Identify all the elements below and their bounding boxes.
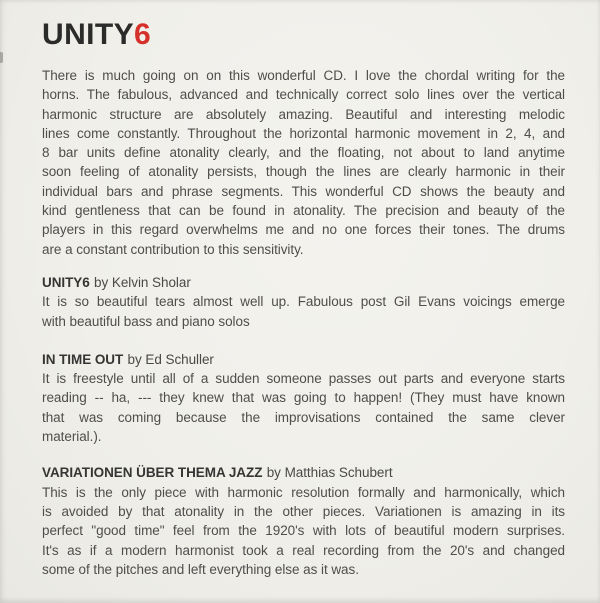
text-line: are a constant contribution to this sensitivity. [42, 241, 304, 257]
text-line: This is the only piece with harmonic resolution formally and harmonically, which [42, 484, 565, 500]
track-title: IN TIME OUT [42, 351, 124, 367]
section-heading [42, 350, 565, 369]
scan-artifact [0, 52, 3, 63]
text-line: is avoided by that atonality in the other pieces. Variationen is amazing in its [42, 503, 565, 519]
text-line: It is freestyle until all of a sudden someone passes out parts and everyone starts [42, 371, 565, 387]
section-body [42, 292, 565, 331]
album-title-accent: 6 [134, 18, 152, 51]
track-title: UNITY6 [42, 274, 90, 290]
section-body [42, 369, 565, 446]
text-line: material.). [42, 429, 102, 445]
text-line: players in this regard overwhelms me and no one forces their tones. The drums [42, 222, 565, 238]
text-line: perfect "good time" feel from the 1920's with lots of beautiful modern surprises. [42, 523, 565, 539]
text-line: There is much going on on this wonderful CD. I love the chordal writing for the [42, 68, 565, 83]
text-line: reading -- ha, --- they knew that was going to happen! (They must have known [42, 390, 565, 406]
text-line: individual bars and phrase segments. This wonderful CD shows the beauty and [42, 183, 565, 199]
track-byline: by Kelvin Sholar [94, 274, 191, 290]
text-line: some of the pitches and left everything else as it was. [42, 561, 359, 577]
track-section-variationen [42, 463, 565, 579]
track-byline: by Matthias Schubert [266, 465, 393, 481]
text-line: It is so beautiful tears almost well up. Fabulous post Gil Evans voicings emerge [42, 294, 565, 310]
section-heading [42, 463, 565, 482]
text-line: kind gentleness that can be found in atonality. The precision and beauty of the [42, 203, 565, 219]
text-line: 8 bar units define atonality clearly, and the floating, not about to land anytime [42, 145, 565, 161]
text-line: horns. The fabulous, advanced and technically correct solo lines over the vertical [42, 87, 565, 103]
text-line: harmonic structure are absolutely amazing. Beautiful and interesting melodic [42, 106, 565, 122]
track-byline: by Ed Schuller [127, 351, 214, 367]
text-line: with beautiful bass and piano solos [42, 313, 250, 329]
section-heading [42, 273, 565, 292]
album-title-text: UNITY [42, 18, 134, 51]
track-title: VARIATIONEN ÜBER THEMA JAZZ [42, 465, 263, 481]
track-section-unity6 [42, 273, 565, 331]
text-line: It's as if a modern harmonist took a real recording from the 20's and changed [42, 542, 565, 558]
section-body [42, 483, 565, 579]
text-line: that was coming because the improvisations contained the same clever [42, 409, 565, 425]
track-section-in-time-out [42, 350, 565, 446]
intro-paragraph [42, 66, 565, 259]
text-line: soon feeling of atonality persists, though the lines are clearly harmonic in their [42, 164, 565, 180]
album-title [42, 20, 565, 50]
text-line: lines come constantly. Throughout the horizontal harmonic movement in 2, 4, and [42, 125, 565, 141]
